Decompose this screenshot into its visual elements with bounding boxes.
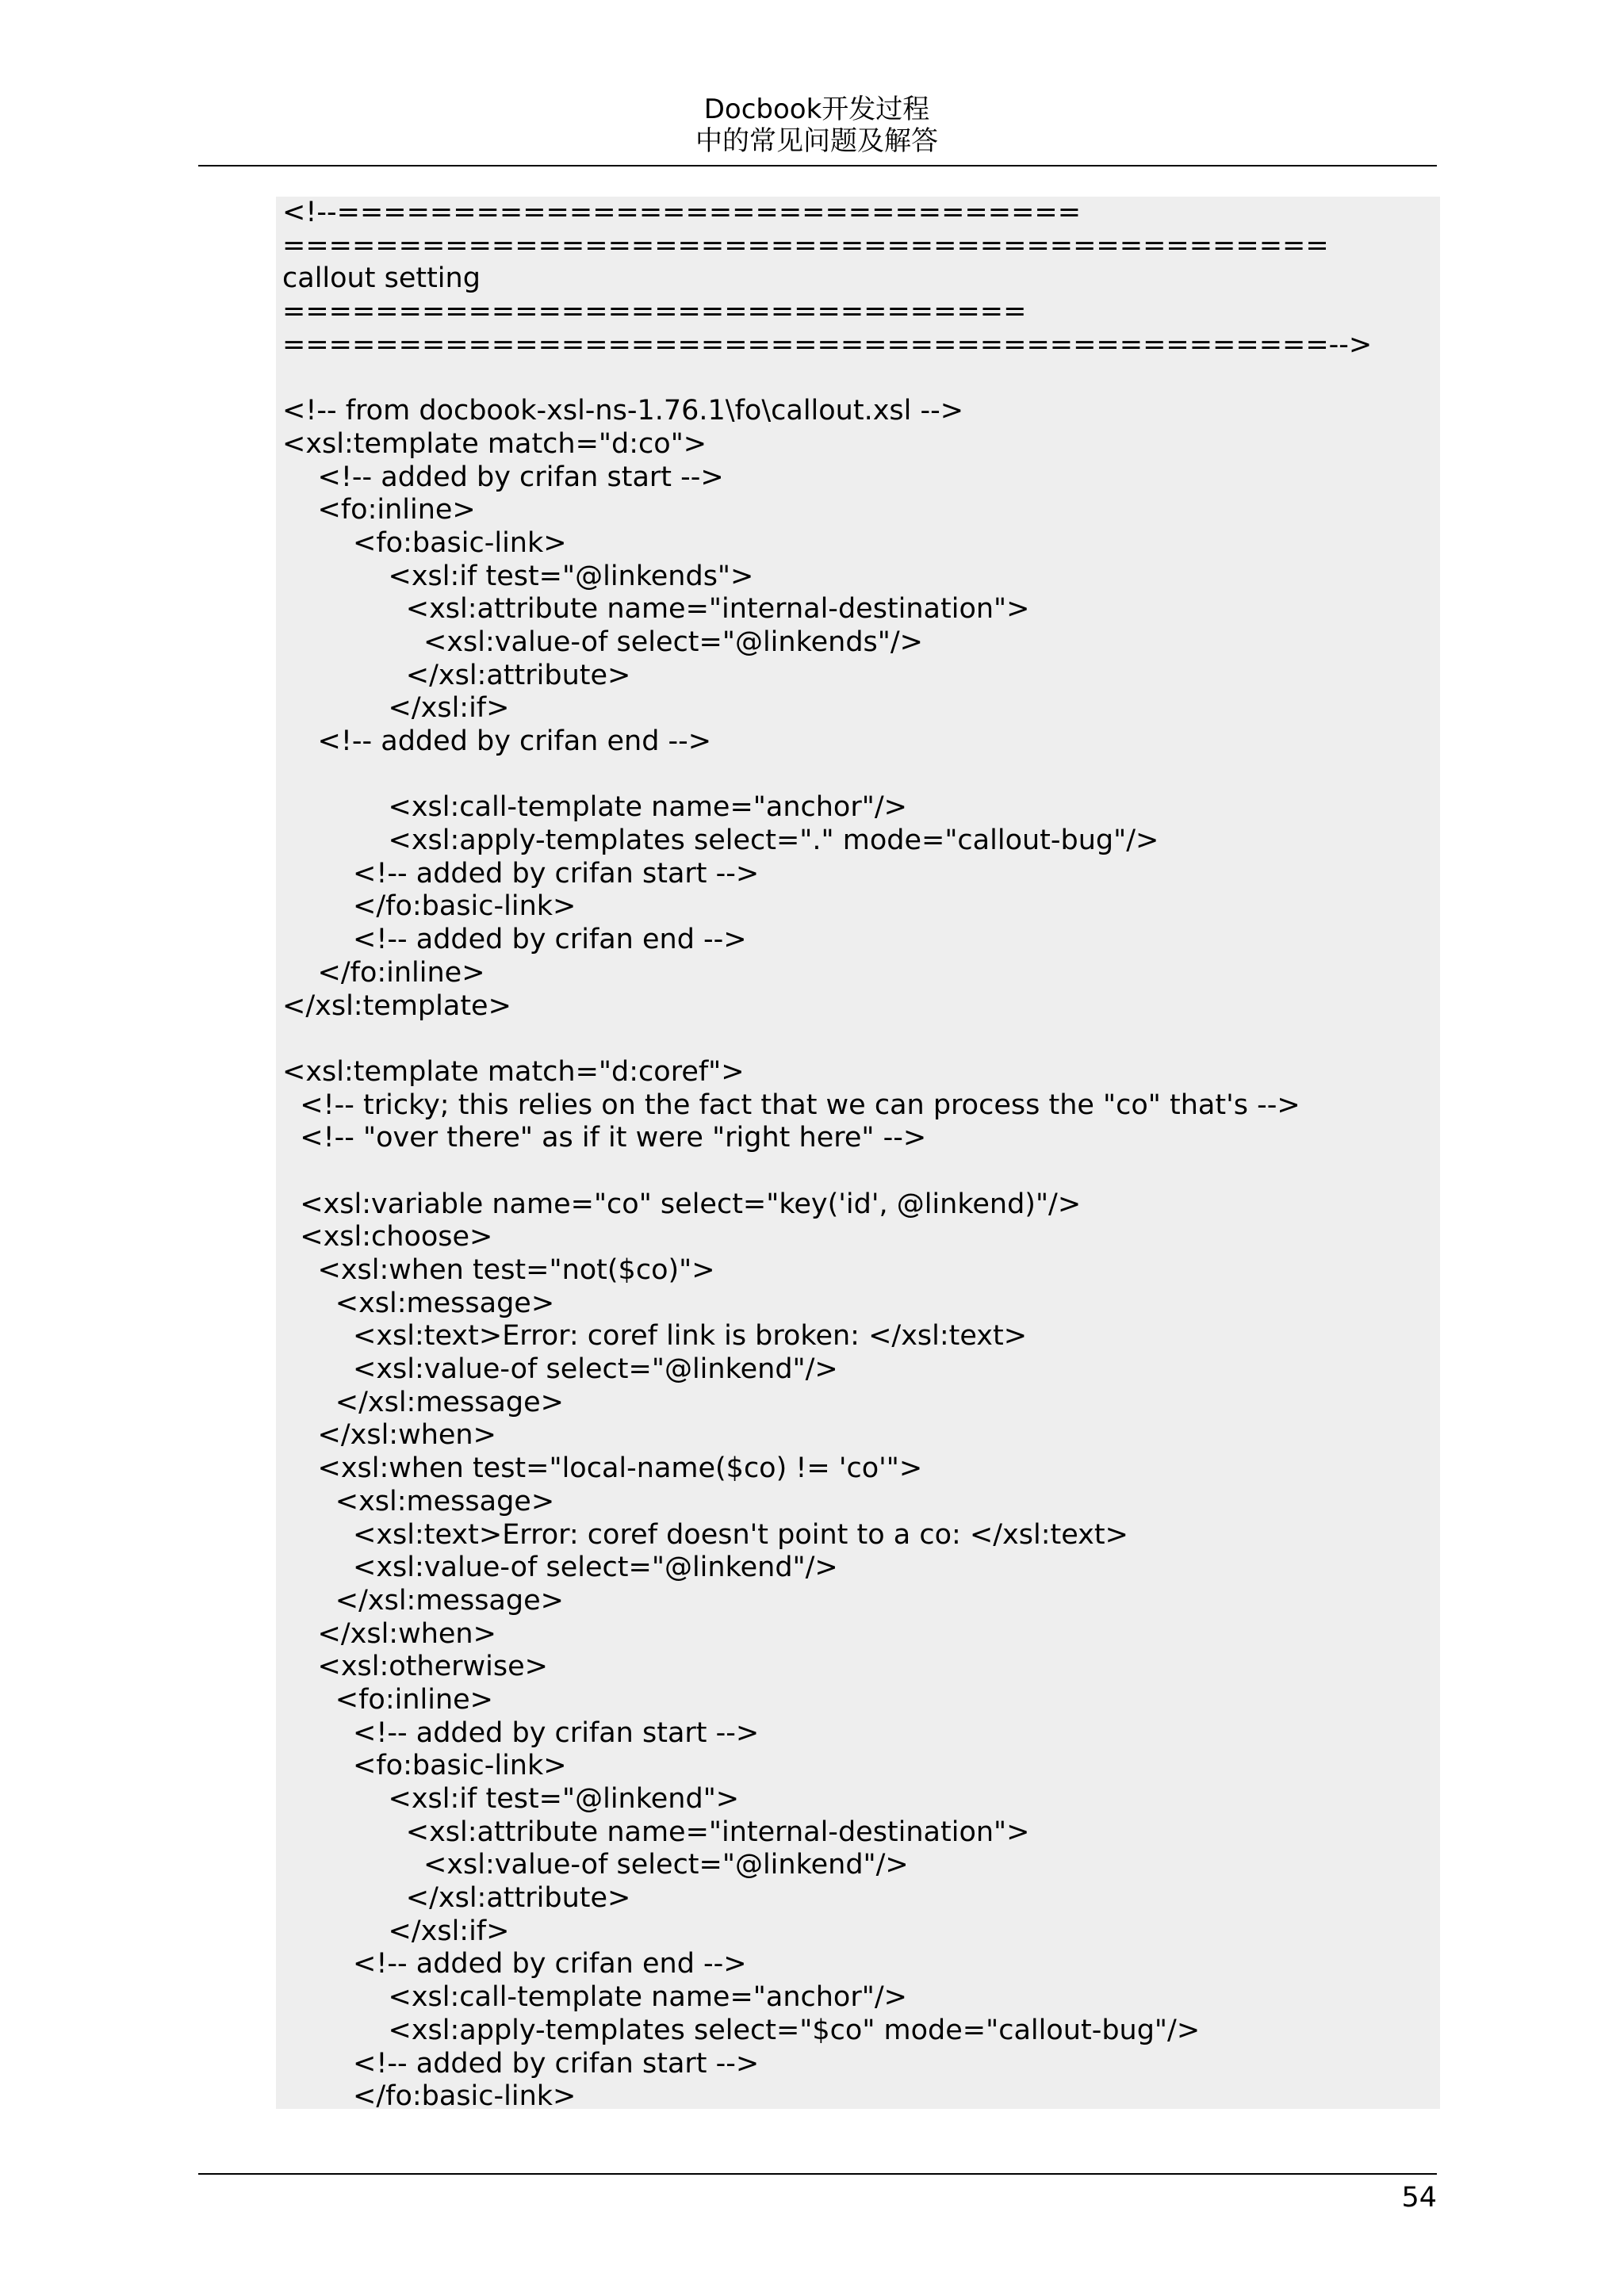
code-listing: [276, 197, 1440, 2113]
code-line: </xsl:when>: [282, 1419, 496, 1452]
code-line: <xsl:text>Error: coref doesn't point to a co: </xsl:text>: [282, 1518, 1128, 1551]
code-line: <!-- added by crifan start -->: [282, 857, 760, 890]
code-line: </xsl:when>: [282, 1617, 496, 1650]
code-line: [282, 1155, 1440, 1188]
code-line: <fo:inline>: [282, 494, 476, 526]
code-line: <fo:basic-link>: [282, 526, 567, 559]
code-line: <!-- added by crifan start -->: [282, 2047, 760, 2080]
code-line: <xsl:apply-templates select="$co" mode="callout-bug"/>: [282, 2014, 1201, 2046]
code-line: </xsl:message>: [282, 1386, 564, 1418]
code-line: </xsl:if>: [282, 692, 510, 725]
code-line: <xsl:otherwise>: [282, 1651, 548, 1683]
code-line: <!-- added by crifan end -->: [282, 725, 712, 757]
code-line: <xsl:template match="d:co">: [282, 427, 707, 460]
code-line: </xsl:message>: [282, 1584, 564, 1617]
code-line: <!-- "over there" as if it were "right here" -->: [282, 1122, 927, 1154]
code-line: <xsl:template match="d:coref">: [282, 1055, 745, 1088]
code-line: <xsl:value-of select="@linkend"/>: [282, 1552, 838, 1584]
code-line: <!-- added by crifan start -->: [282, 461, 724, 493]
code-line: [282, 1023, 1440, 1056]
code-line: </xsl:if>: [282, 1915, 510, 1947]
code-line: <!--================================: [282, 197, 1082, 228]
code-line: <xsl:call-template name="anchor"/>: [282, 791, 907, 824]
code-line: <xsl:if test="@linkends">: [282, 560, 754, 592]
code-line: <xsl:if test="@linkend">: [282, 1783, 740, 1815]
code-line: <xsl:message>: [282, 1485, 555, 1517]
header-title-line-2: 中的常见问题及解答: [695, 125, 938, 157]
code-line: <!-- added by crifan end -->: [282, 1948, 747, 1980]
code-line: <!-- added by crifan start -->: [282, 1716, 760, 1749]
code-line: <!-- from docbook-xsl-ns-1.76.1\fo\callout.xsl -->: [282, 395, 964, 427]
code-line: <xsl:message>: [282, 1287, 555, 1319]
code-line: <fo:basic-link>: [282, 1750, 567, 1782]
code-line: <xsl:value-of select="@linkend"/>: [282, 1353, 838, 1386]
code-line: <xsl:call-template name="anchor"/>: [282, 1981, 907, 2014]
code-line: ================================: [282, 296, 1027, 328]
header-title-line-1: Docbook开发过程: [703, 94, 930, 125]
code-line: </fo:basic-link>: [282, 2080, 576, 2113]
code-line: <xsl:value-of select="@linkend"/>: [282, 1849, 909, 1881]
code-line: =============================================: [282, 229, 1329, 262]
code-line: <xsl:when test="not($co)">: [282, 1254, 715, 1286]
code-line: callout setting: [282, 262, 481, 295]
code-line: <xsl:attribute name="internal-destination">: [282, 593, 1030, 626]
code-line: </xsl:template>: [282, 989, 511, 1022]
code-line: <xsl:apply-templates select="." mode="callout-bug"/>: [282, 825, 1159, 857]
code-line: <xsl:variable name="co" select="key('id', @linkend)"/>: [282, 1188, 1082, 1220]
page-number: 54: [1401, 2182, 1437, 2214]
page-header: [198, 94, 1435, 157]
code-line: <xsl:text>Error: coref link is broken: </xsl:text>: [282, 1320, 1028, 1353]
code-line: <xsl:value-of select="@linkends"/>: [282, 626, 923, 658]
code-line: </fo:basic-link>: [282, 890, 576, 923]
code-line: <xsl:when test="local-name($co) != 'co'">: [282, 1452, 923, 1485]
code-line: [282, 759, 1440, 792]
code-line: <fo:inline>: [282, 1683, 494, 1716]
header-divider: [198, 165, 1437, 166]
code-line: </fo:inline>: [282, 956, 485, 989]
code-line: </xsl:attribute>: [282, 1882, 631, 1915]
footer-divider: [198, 2173, 1437, 2175]
code-line: =============================================-->: [282, 328, 1373, 361]
code-line: <!-- added by crifan end -->: [282, 924, 747, 956]
code-line: </xsl:attribute>: [282, 659, 631, 691]
code-line: <!-- tricky; this relies on the fact that we can process the "co" that's -->: [282, 1089, 1300, 1121]
code-line: <xsl:attribute name="internal-destination">: [282, 1816, 1030, 1848]
code-line: <xsl:choose>: [282, 1221, 493, 1253]
code-line: [282, 362, 1440, 395]
